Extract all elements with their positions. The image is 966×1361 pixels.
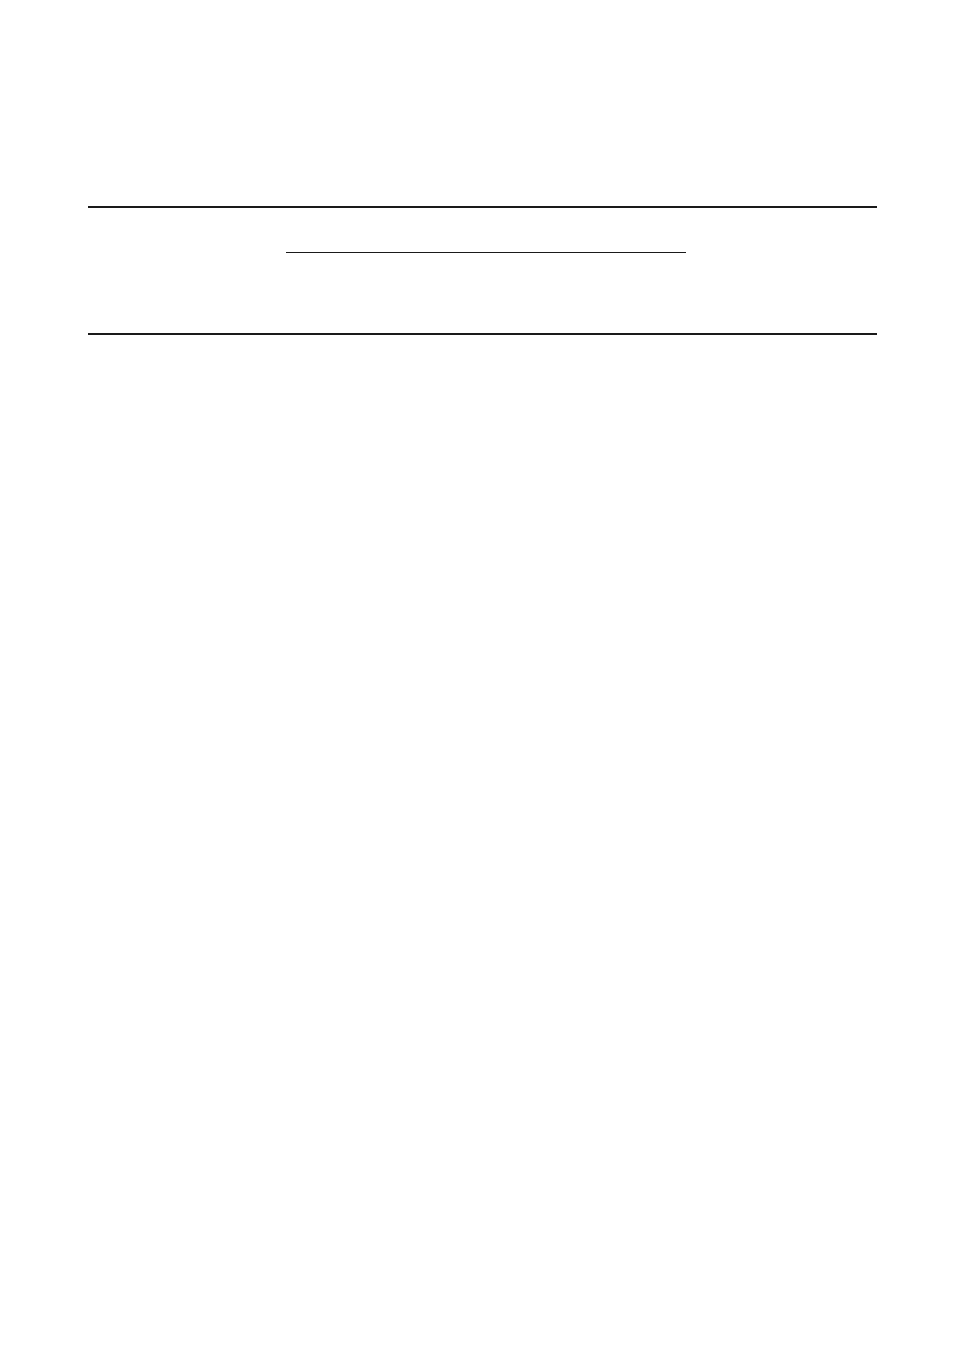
table-title-thai (120, 134, 142, 156)
column-group-rule (286, 252, 686, 253)
table-top-rule (88, 206, 877, 208)
header-bottom-rule (88, 333, 877, 335)
column-group-header (286, 222, 686, 242)
